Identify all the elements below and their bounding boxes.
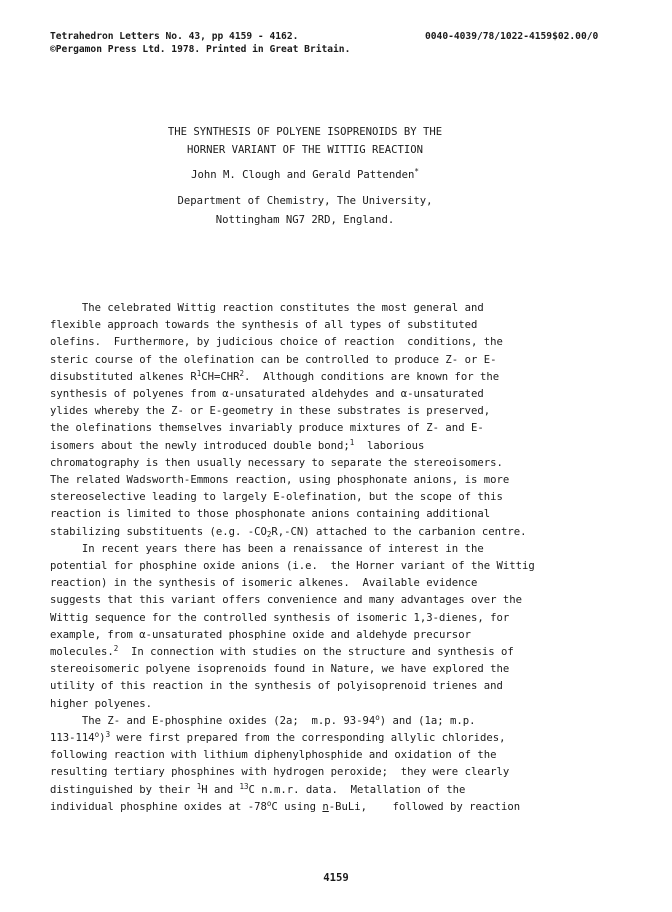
text-fragment: ) and (1a; m.p.	[379, 714, 476, 727]
affiliation	[90, 192, 520, 230]
text-fragment: disubstituted alkenes R	[50, 370, 197, 383]
text-fragment: individual phosphine oxides at -78	[50, 800, 267, 813]
superscript: 13	[239, 781, 249, 791]
paper-title	[90, 123, 520, 159]
body-line: In recent years there has been a renaissance of interest in the	[50, 542, 484, 555]
superscript: 2	[113, 644, 119, 654]
body-line	[50, 730, 602, 747]
body-line: reaction) in the synthesis of isomeric alkenes. Available evidence	[50, 577, 478, 590]
text-fragment: distinguished by their	[50, 783, 197, 796]
body-line: the olefinations themselves invariably produce mixtures of Z- and E-	[50, 422, 484, 435]
text-fragment: C n.m.r. data. Metallation of the	[248, 783, 466, 796]
authors	[90, 168, 520, 182]
body-line	[50, 524, 602, 541]
superscript: 2	[239, 368, 245, 378]
affiliation-line-2: Nottingham NG7 2RD, England.	[215, 214, 395, 226]
body-line: higher polyenes.	[50, 697, 153, 710]
author-names: John M. Clough and Gerald Pattenden	[191, 169, 415, 181]
superscript: o	[94, 730, 100, 740]
title-line-1: THE SYNTHESIS OF POLYENE ISOPRENOIDS BY THE	[167, 126, 443, 138]
superscript: o	[266, 798, 272, 808]
text-fragment: were first prepared from the corresponding allylic chlorides,	[110, 732, 506, 745]
text-fragment: C using	[271, 800, 323, 813]
article-code: 0040-4039/78/1022-4159$02.00/0	[425, 31, 599, 42]
body-line: The related Wadsworth-Emmons reaction, using phosphonate anions, is more	[50, 474, 510, 487]
text-fragment: CH=CHR	[201, 370, 240, 383]
body-line: steric course of the olefination can be controlled to produce Z- or E-	[50, 353, 497, 366]
text-fragment: n	[322, 800, 329, 813]
superscript: 1	[196, 781, 202, 791]
text-fragment: The Z- and E-phosphine oxides (2a; m.p. 93-94	[50, 714, 376, 727]
body-line: reaction is limited to those phosphonate anions containing additional	[50, 508, 491, 521]
text-fragment: molecules.	[50, 646, 114, 659]
body-line: flexible approach towards the synthesis of all types of substituted	[50, 319, 478, 332]
body-line: example, from α-unsaturated phosphine oxide and aldehyde precursor	[50, 628, 471, 641]
body-line	[50, 782, 602, 799]
body-line: potential for phosphine oxide anions (i.e. the Horner variant of the Wittig	[50, 560, 535, 573]
journal-header	[50, 31, 350, 56]
text-fragment: 113-114	[50, 732, 95, 745]
body-line: utility of this reaction in the synthesis of polyisoprenoid trienes and	[50, 680, 503, 693]
text-fragment: )	[99, 732, 106, 745]
text-fragment: H and	[201, 783, 240, 796]
superscript: 1	[196, 368, 202, 378]
body-line: stereoselective leading to largely E-olefination, but the scope of this	[50, 491, 503, 504]
text-fragment: . Although conditions are known for the	[244, 370, 500, 383]
body-text	[50, 300, 602, 816]
body-line	[50, 799, 602, 816]
body-line: olefins. Furthermore, by judicious choice of reaction conditions, the	[50, 336, 503, 349]
journal-citation: Tetrahedron Letters No. 43, pp 4159 - 4162.	[50, 31, 299, 42]
body-line: Wittig sequence for the controlled synthesis of isomeric 1,3-dienes, for	[50, 611, 510, 624]
body-line: synthesis of polyenes from α-unsaturated aldehydes and α-unsaturated	[50, 388, 484, 401]
body-line: resulting tertiary phosphines with hydrogen peroxide; they were clearly	[50, 766, 510, 779]
text-fragment: -BuLi, followed by reaction	[328, 800, 521, 813]
page-number: 4159	[323, 872, 349, 884]
body-line: chromatography is then usually necessary to separate the stereoisomers.	[50, 456, 503, 469]
superscript: 3	[105, 730, 111, 740]
superscript: o	[375, 712, 380, 722]
title-line-2: HORNER VARIANT OF THE WITTIG REACTION	[187, 144, 423, 156]
text-fragment: laborious	[354, 439, 425, 452]
body-line	[50, 713, 602, 730]
text-fragment: In connection with studies on the structure and synthesis of	[118, 646, 514, 659]
corresponding-author-mark: *	[414, 167, 419, 176]
body-line: The celebrated Wittig reaction constitutes the most general and	[50, 302, 484, 314]
body-line: suggests that this variant offers convenience and many advantages over the	[50, 594, 522, 607]
body-line: stereoisomeric polyene isoprenoids found in Nature, we have explored the	[50, 663, 510, 676]
body-line	[50, 644, 602, 661]
superscript: 1	[349, 437, 355, 447]
text-fragment: R,-CN) attached to the carbanion centre.	[271, 525, 527, 538]
text-fragment: stabilizing substituents (e.g. -CO	[50, 525, 267, 538]
body-line: following reaction with lithium diphenylphosphide and oxidation of the	[50, 749, 497, 762]
affiliation-line-1: Department of Chemistry, The University,	[177, 195, 433, 207]
text-fragment: isomers about the newly introduced double bond;	[50, 439, 350, 452]
body-line	[50, 369, 602, 386]
subscript: 2	[266, 529, 272, 539]
body-line: ylides whereby the Z- or E-geometry in these substrates is preserved,	[50, 405, 491, 418]
body-line	[50, 438, 602, 455]
publisher-line: ©Pergamon Press Ltd. 1978. Printed in Great Britain.	[50, 43, 351, 55]
